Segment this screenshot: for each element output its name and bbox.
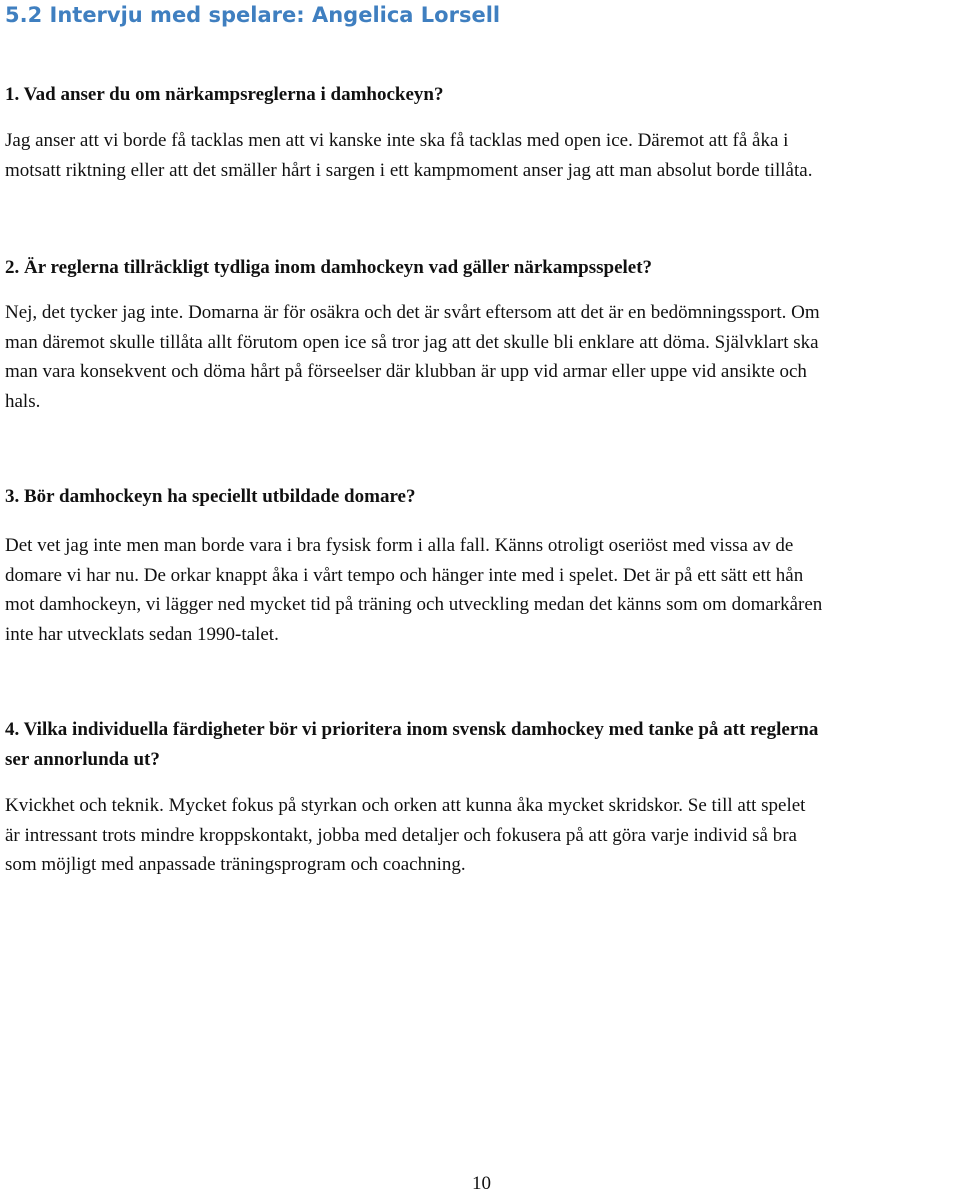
question-2 (5, 253, 957, 283)
question-3-line-1: 3. Bör damhockeyn ha speciellt utbildade domare? (5, 486, 416, 507)
page-number: 10 (472, 1173, 491, 1194)
answer-4 (5, 791, 957, 880)
answer-3-line-2: domare vi har nu. De orkar knappt åka i vårt tempo och hänger inte med i spelet. Det är på ett sätt ett hån (5, 564, 804, 586)
section-heading: 5.2 Intervju med spelare: Angelica Lorsell (5, 3, 501, 27)
answer-2-line-3: man vara konsekvent och döma hårt på förseelser där klubban är upp vid armar eller uppe vid ansikte och (5, 361, 807, 382)
answer-1-line-2: motsatt riktning eller att det smäller hårt i sargen i ett kampmoment anser jag att man absolut borde tillåta. (5, 159, 813, 181)
answer-3 (5, 531, 957, 649)
answer-4-line-2: är intressant trots mindre kroppskontakt, jobba med detaljer och fokusera på att göra varje individ så bra (5, 824, 797, 846)
question-1 (5, 80, 957, 110)
answer-3-line-3: mot damhockeyn, vi lägger ned mycket tid på träning och utveckling medan det känns som om domarkåren (5, 594, 823, 615)
answer-3-line-4: inte har utvecklats sedan 1990-talet. (5, 623, 279, 645)
question-2-line-1: 2. Är reglerna tillräckligt tydliga inom damhockeyn vad gäller närkampsspelet? (5, 257, 653, 278)
question-4 (5, 715, 957, 774)
answer-4-line-1: Kvickhet och teknik. Mycket fokus på styrkan och orken att kunna åka mycket skridskor. Se till att spelet (5, 795, 806, 816)
answer-3-line-1: Det vet jag inte men man borde vara i bra fysisk form i alla fall. Känns otroligt oseriöst med vissa av de (5, 535, 794, 556)
answer-2-line-1: Nej, det tycker jag inte. Domarna är för osäkra och det är svårt eftersom att det är en bedömningssport. Om (5, 302, 820, 323)
question-1-line-1: 1. Vad anser du om närkampsreglerna i damhockeyn? (5, 84, 444, 105)
answer-2-line-4: hals. (5, 390, 41, 412)
answer-2-line-2: man däremot skulle tillåta allt förutom open ice så tror jag att det skulle bli enklare att döma. Självklart ska (5, 331, 819, 353)
answer-1 (5, 126, 957, 185)
answer-2 (5, 298, 957, 416)
question-4-line-2: ser annorlunda ut? (5, 748, 160, 770)
answer-1-line-1: Jag anser att vi borde få tacklas men att vi kanske inte ska få tacklas med open ice. Däremot att få åka i (5, 130, 789, 151)
answer-4-line-3: som möjligt med anpassade träningsprogram och coachning. (5, 854, 466, 875)
question-3 (5, 482, 957, 512)
question-4-line-1: 4. Vilka individuella färdigheter bör vi prioritera inom svensk damhockey med tanke på att reglerna (5, 719, 819, 740)
